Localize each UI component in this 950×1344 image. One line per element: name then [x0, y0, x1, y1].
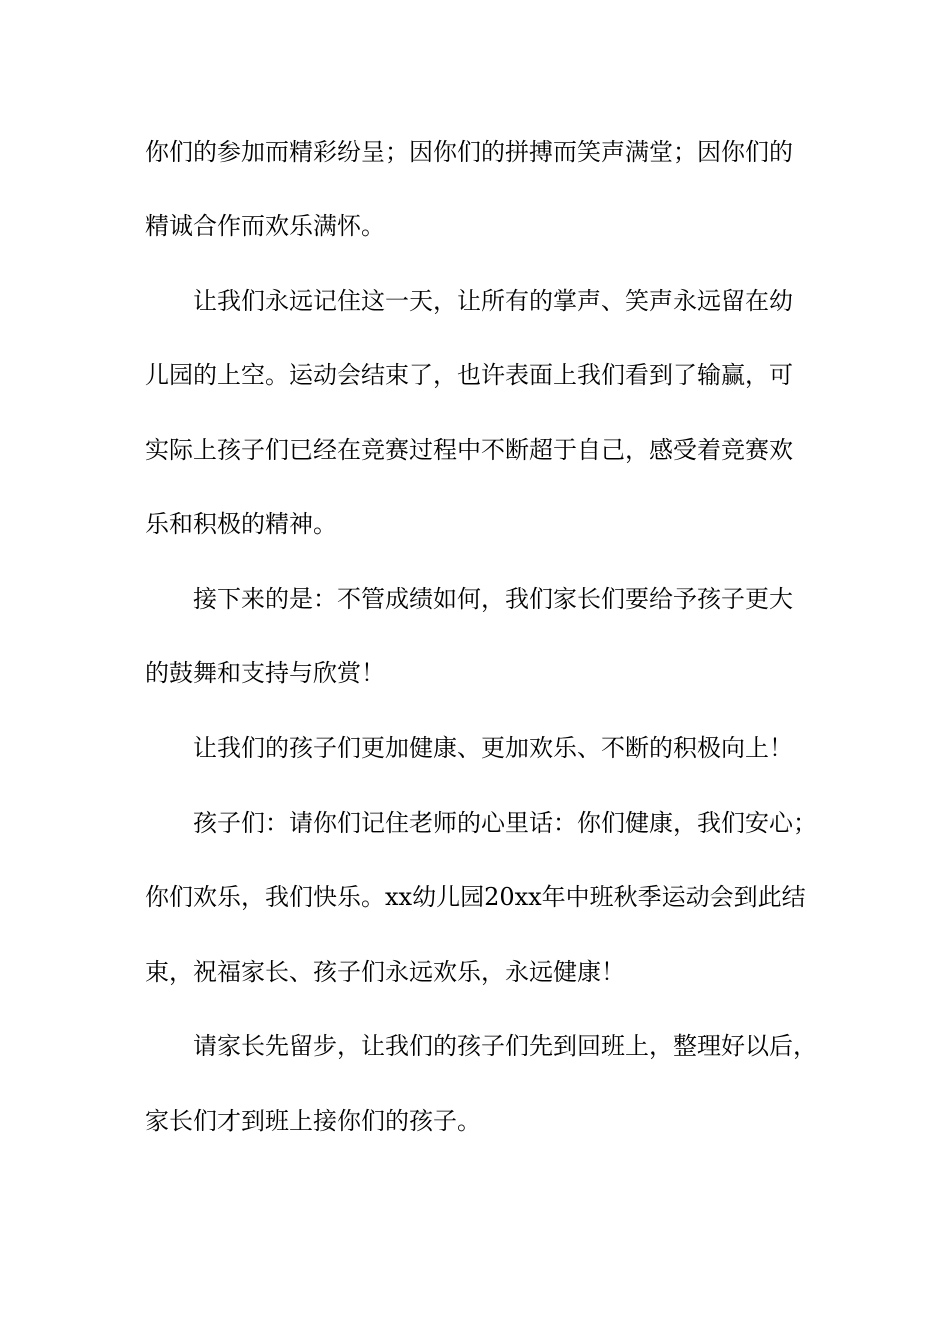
- text-line: 儿园的上空。运动会结束了，也许表面上我们看到了输赢，可: [145, 361, 793, 389]
- text-line: 你们欢乐，我们快乐。xx幼儿园20xx年中班秋季运动会到此结: [145, 883, 806, 911]
- text-line: 让我们的孩子们更加健康、更加欢乐、不断的积极向上！: [193, 734, 793, 762]
- text-line: 精诚合作而欢乐满怀。: [145, 212, 385, 240]
- text-line: 实际上孩子们已经在竞赛过程中不断超于自己，感受着竞赛欢: [145, 436, 793, 464]
- text-line: 的鼓舞和支持与欣赏！: [145, 659, 385, 687]
- text-line: 束，祝福家长、孩子们永远欢乐，永远健康！: [145, 958, 625, 986]
- text-line: 你们的参加而精彩纷呈；因你们的拼搏而笑声满堂；因你们的: [145, 138, 793, 166]
- text-line: 家长们才到班上接你们的孩子。: [145, 1107, 481, 1135]
- text-line: 乐和积极的精神。: [145, 510, 337, 538]
- text-line: 接下来的是：不管成绩如何，我们家长们要给予孩子更大: [193, 585, 793, 613]
- text-line: 请家长先留步，让我们的孩子们先到回班上，整理好以后，: [193, 1032, 817, 1060]
- text-line: 孩子们：请你们记住老师的心里话：你们健康，我们安心；: [193, 809, 817, 837]
- text-line: 让我们永远记住这一天，让所有的掌声、笑声永远留在幼: [193, 287, 793, 315]
